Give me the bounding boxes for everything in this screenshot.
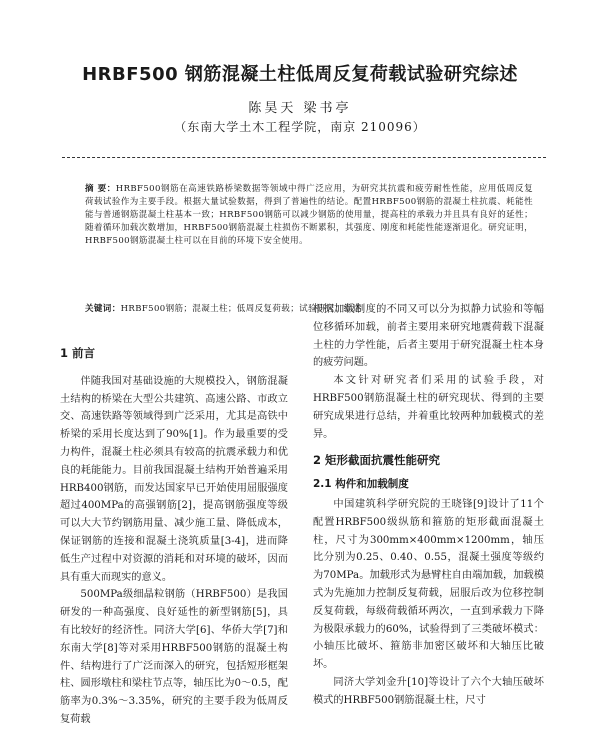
paper-authors: 陈昊天 梁书亭 [248,101,352,116]
right-column [313,301,544,710]
section-1-paragraph-1: 伴随我国对基础设施的大规模投入，钢筋混凝土结构的桥梁在大型公共建筑、高速公路、市政立交、高速铁路等领域得到广泛采用，尤其是高铁中桥梁的采用长度达到了90%[1]。作为最重要的受力构件，混凝土柱必须具有较高的抗震承载力和优良的耗能能力。目前我国混凝土结构开始普遍采用HRB400钢筋，而发达国家早已开始使用屈服强度超过400MPa的高强钢筋[2]，提高钢筋强度等级可以大大节约钢筋用量、减少施工量、降低成本，保证钢筋的连接和混凝土浇筑质量[3-4]，进而降低生产过程中对资源的消耗和对环境的破坏，因而具有重大而现实的意义。 [60,375,288,583]
paper-title: HRBF500 钢筋混凝土柱低周反复荷载试验研究综述 [82,64,518,85]
section-2-heading: 2 矩形截面抗震性能研究 [313,453,441,468]
abstract-label: 摘 要： [85,184,116,194]
section-2-1-paragraph-1: 中国建筑科学研究院的王晓锋[9]设计了11个配置HRBF500级纵筋和箍筋的矩形截面混凝土柱，尺寸为300mm×400mm×1200mm，轴压比分别为0.25、0.40、0.55，混凝土强度等级约为70MPa。加载形式为悬臂柱自由端加载，加载模式为先施加力控制反复荷载，屈服后改为位移控制反复荷载，每级荷载循环两次，一直到承载力下降为极限承载力的60%，试验得到了三类破坏模式：小轴压比破坏、箍筋非加密区破坏和大轴压比破坏。 [313,498,544,671]
keywords-text: HRBF500钢筋；混凝土柱；低周反复荷载；试验研究；综述 [120,304,362,314]
abstract-text: HRBF500钢筋在高速铁路桥梁数据等领域中得广泛应用，为研究其抗震和疲劳耐性性能，应用低周反复荷载试验作为主要手段。根据大量试验数据，得到了普遍性的结论。配置HRBF500钢筋的混凝土柱抗震、耗能性能与普通钢筋混凝土柱基本一致；HRBF500钢筋可以减少钢筋的使用量，提高柱的承载力并且具有良好的延性；随着循环加载次数增加，HRBF500钢筋混凝土柱损伤不断累积，其强度、刚度和耗能性能逐渐退化。研究证明，HRBF500钢筋混凝土柱可以在目前的环境下安全使用。 [85,184,533,246]
abstract [85,183,533,248]
section-1-paragraph-2: 500MPa级细晶粒钢筋（HRBF500）是我国研发的一种高强度、良好延性的新型钢筋[5]，具有比较好的经济性。同济大学[6]、华侨大学[7]和东南大学[8]等对采用HRBF500钢筋的混凝土构件、结构进行了广泛而深入的研究，包括短形框架柱、圆形墩柱和梁柱节点等，轴压比为0～0.5，配筋率为0.3%～3.35%，研究的主要手段为低周反复荷载 [60,589,288,725]
section-2-1-heading: 2.1 构件和加载制度 [313,478,409,491]
keywords-label: 关键词： [85,304,121,314]
section-1-paragraph-3: 根据加载制度的不同又可以分为拟静力试验和等幅位移循环加载，前者主要用来研究地震荷载下混凝土柱的力学性能，后者主要用于研究混凝土柱本身的疲劳问题。 [313,304,544,369]
header-divider [62,157,546,158]
left-column [60,345,288,729]
section-2-1-paragraph-2: 同济大学刘金升[10]等设计了六个大轴压破坏模式的HRBF500钢筋混凝土柱，尺寸 [313,676,544,706]
paper-affiliation: （东南大学土木工程学院，南京 210096） [174,120,426,134]
section-1-paragraph-4: 本文针对研究者们采用的试验手段，对HRBF500钢筋混凝土柱的研究现状、得到的主要研究成果进行总结，并着重比较两种加载模式的差异。 [313,375,544,440]
section-1-heading: 1 前言 [60,346,96,360]
